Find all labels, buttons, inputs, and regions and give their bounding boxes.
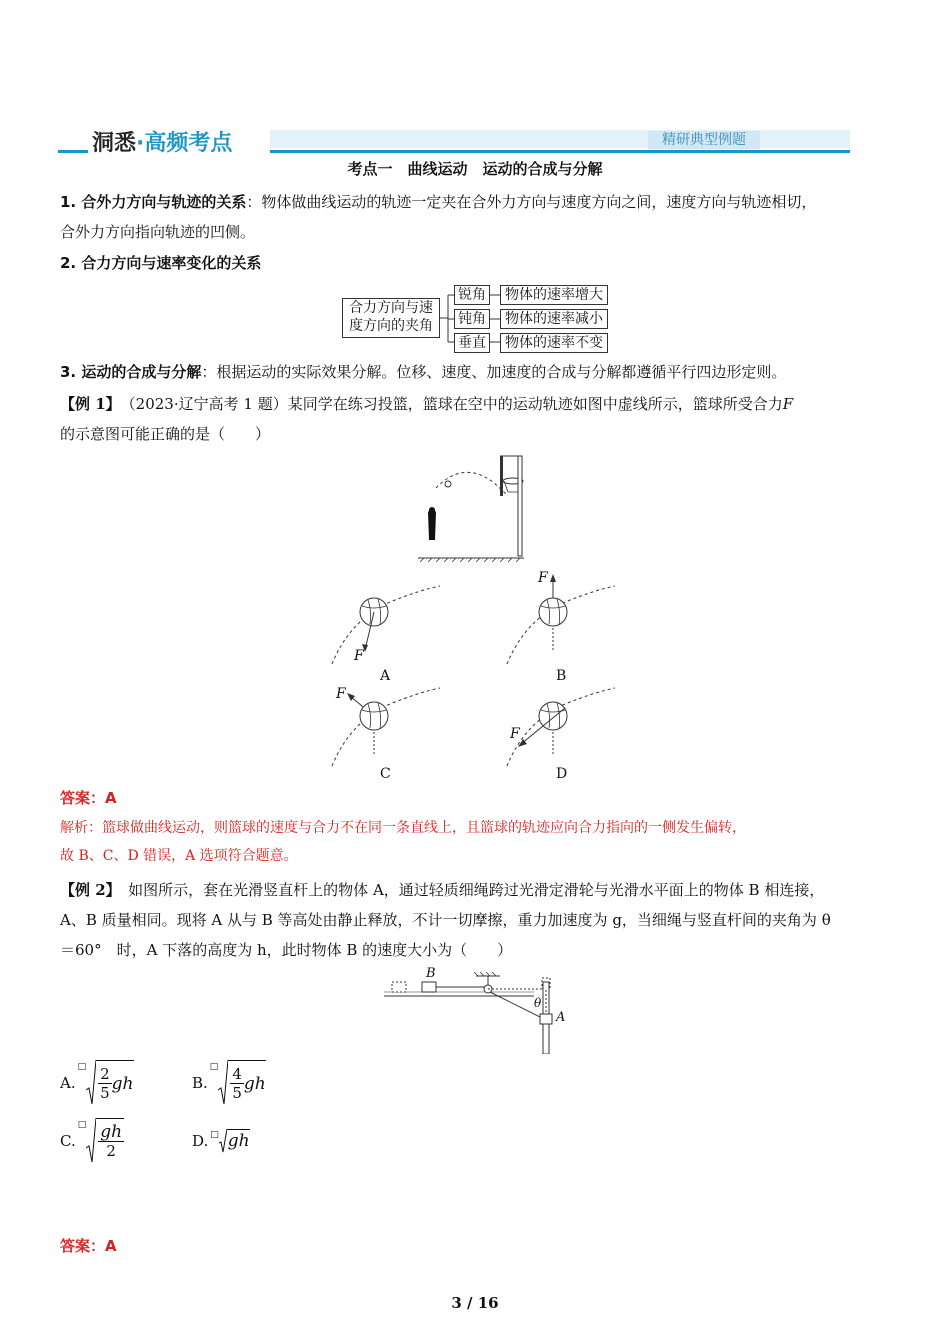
- point-2-label: 2. 合力方向与速率变化的关系: [60, 254, 262, 272]
- example-2-line3: ＝60° 时，A 下落的高度为 h，此时物体 B 的速度大小为（ ）: [60, 941, 513, 959]
- option-a-gh: gh: [111, 1073, 134, 1094]
- example-2-option-d[interactable]: [192, 1116, 250, 1166]
- example-2-line2: A、B 质量相同。现将 A 从与 B 等高处由静止释放，不计一切摩擦，重力加速度为 g，当细绳与竖直杆间的夹角为 θ: [60, 911, 831, 929]
- option-b-figure: [505, 570, 635, 680]
- option-b-denominator: 5: [232, 1084, 242, 1102]
- option-d-radical-sign: [219, 1129, 227, 1153]
- pulley-label-theta: θ: [534, 996, 542, 1010]
- option-d-force-label: F: [510, 726, 520, 742]
- example-2-line1: [60, 876, 824, 904]
- point-3-text: ：根据运动的实际效果分解。位移、速度、加速度的合成与分解都遵循平行四边形定则。: [201, 363, 787, 381]
- section-title: 考点一 曲线运动 运动的合成与分解: [347, 160, 603, 178]
- diagram-root-line2: 度方向的夹角: [349, 318, 433, 334]
- banner-title-part1: 洞悉: [92, 131, 137, 156]
- example-2-option-a[interactable]: [60, 1058, 134, 1108]
- example-2-label: 【例 2】: [60, 881, 114, 899]
- banner-right-rule: [270, 150, 850, 153]
- option-c-letter: C.: [60, 1132, 76, 1150]
- point-1-label: 1. 合外力方向与轨迹的关系: [60, 193, 247, 211]
- option-b-label: B: [556, 668, 567, 684]
- option-d-label: D: [556, 766, 568, 782]
- diagram-root: [342, 298, 440, 338]
- option-d-figure: [505, 682, 635, 772]
- option-c-force-label: F: [336, 686, 346, 702]
- diagram-angle-acute: 锐角: [454, 285, 490, 305]
- option-a-figure: [330, 580, 460, 680]
- example-2-answer: 答案：A: [60, 1237, 117, 1255]
- angle-speed-diagram: [340, 284, 612, 356]
- option-a-fraction: [98, 1065, 112, 1102]
- example-1-line1: [60, 390, 793, 418]
- banner-band: [270, 130, 850, 148]
- option-a-numerator: 2: [100, 1065, 110, 1083]
- option-a-label: A: [380, 668, 391, 684]
- pulley-label-a: A: [556, 1010, 566, 1025]
- example-1-answer: 答案：A: [60, 789, 117, 807]
- diagram-angle-right: 垂直: [454, 333, 490, 353]
- option-b-fraction: [230, 1065, 244, 1102]
- example-1-analysis-line2: 故 B、C、D 错误，A 选项符合题意。: [60, 848, 298, 864]
- option-d-letter: D.: [192, 1132, 209, 1150]
- example-1-var-f: F: [782, 395, 794, 413]
- banner-left-rule: [58, 150, 88, 153]
- option-d-gh: gh: [227, 1131, 250, 1151]
- option-a-small-box: □: [77, 1062, 87, 1072]
- point-1-line2: 合外力方向指向轨迹的凹侧。: [60, 223, 256, 241]
- option-c-figure: [330, 682, 460, 772]
- diagram-root-line1: 合力方向与速: [349, 300, 433, 316]
- option-b-radical: [218, 1060, 265, 1106]
- option-c-radical: [86, 1118, 124, 1164]
- option-b-letter: B.: [192, 1074, 208, 1092]
- option-c-radical-sign: [86, 1118, 96, 1164]
- diagram-result-decrease: 物体的速率减小: [500, 309, 608, 329]
- example-2-option-c[interactable]: [60, 1116, 124, 1166]
- basketball-scene-figure: [418, 452, 538, 564]
- option-a-denominator: 5: [100, 1084, 110, 1102]
- option-a-radical: [86, 1060, 133, 1106]
- diagram-angle-obtuse: 钝角: [454, 309, 490, 329]
- option-c-denominator: 2: [106, 1142, 116, 1160]
- example-2-text-line1: 如图所示，套在光滑竖直杆上的物体 A，通过轻质细绳跨过光滑定滑轮与光滑水平面上的物体 B 相连接，: [113, 881, 825, 899]
- point-3-label: 3. 运动的合成与分解: [60, 363, 202, 381]
- example-1-analysis-line1: 解析：篮球做曲线运动，则篮球的速度与合力不在同一条直线上，且篮球的轨迹应向合力指向的一侧发生偏转，: [60, 820, 746, 836]
- option-b-gh: gh: [243, 1073, 266, 1094]
- banner-title-dot: ·: [136, 131, 145, 156]
- page-number: 3 / 16: [451, 1294, 499, 1312]
- option-c-label: C: [380, 766, 391, 782]
- pulley-figure: [384, 972, 584, 1054]
- point-1-text: ：物体做曲线运动的轨迹一定夹在合外力方向与速度方向之间，速度方向与轨迹相切，: [246, 193, 817, 211]
- banner: [58, 126, 850, 156]
- option-c-numerator: gh: [100, 1122, 123, 1142]
- option-d-small-box: □: [210, 1130, 219, 1140]
- example-1-label: 【例 1】: [60, 395, 114, 413]
- option-d-radical: [219, 1129, 250, 1153]
- point-3: [60, 358, 786, 386]
- option-b-small-box: □: [209, 1062, 219, 1072]
- option-a-force-label: F: [354, 648, 364, 664]
- option-a-letter: A.: [60, 1074, 76, 1092]
- option-b-radical-sign: [218, 1060, 228, 1106]
- option-c-fraction: [98, 1123, 124, 1160]
- example-1-text: （2023·辽宁高考 1 题）某同学在练习投篮，篮球在空中的运动轨迹如图中虚线所示，篮球所受合力: [113, 395, 783, 413]
- example-2-option-b[interactable]: [192, 1058, 266, 1108]
- banner-title: [92, 126, 232, 157]
- banner-title-part2: 高频考点: [144, 131, 233, 156]
- point-1: [60, 188, 816, 216]
- option-b-force-label: F: [538, 570, 548, 586]
- banner-tag: 精研典型例题: [648, 131, 760, 149]
- option-b-numerator: 4: [232, 1065, 242, 1083]
- pulley-label-b: B: [426, 966, 436, 981]
- example-1-line2: 的示意图可能正确的是（ ）: [60, 425, 271, 443]
- diagram-result-increase: 物体的速率增大: [500, 285, 608, 305]
- option-a-radical-sign: [86, 1060, 96, 1106]
- option-c-small-box: □: [77, 1120, 87, 1130]
- diagram-result-same: 物体的速率不变: [500, 333, 608, 353]
